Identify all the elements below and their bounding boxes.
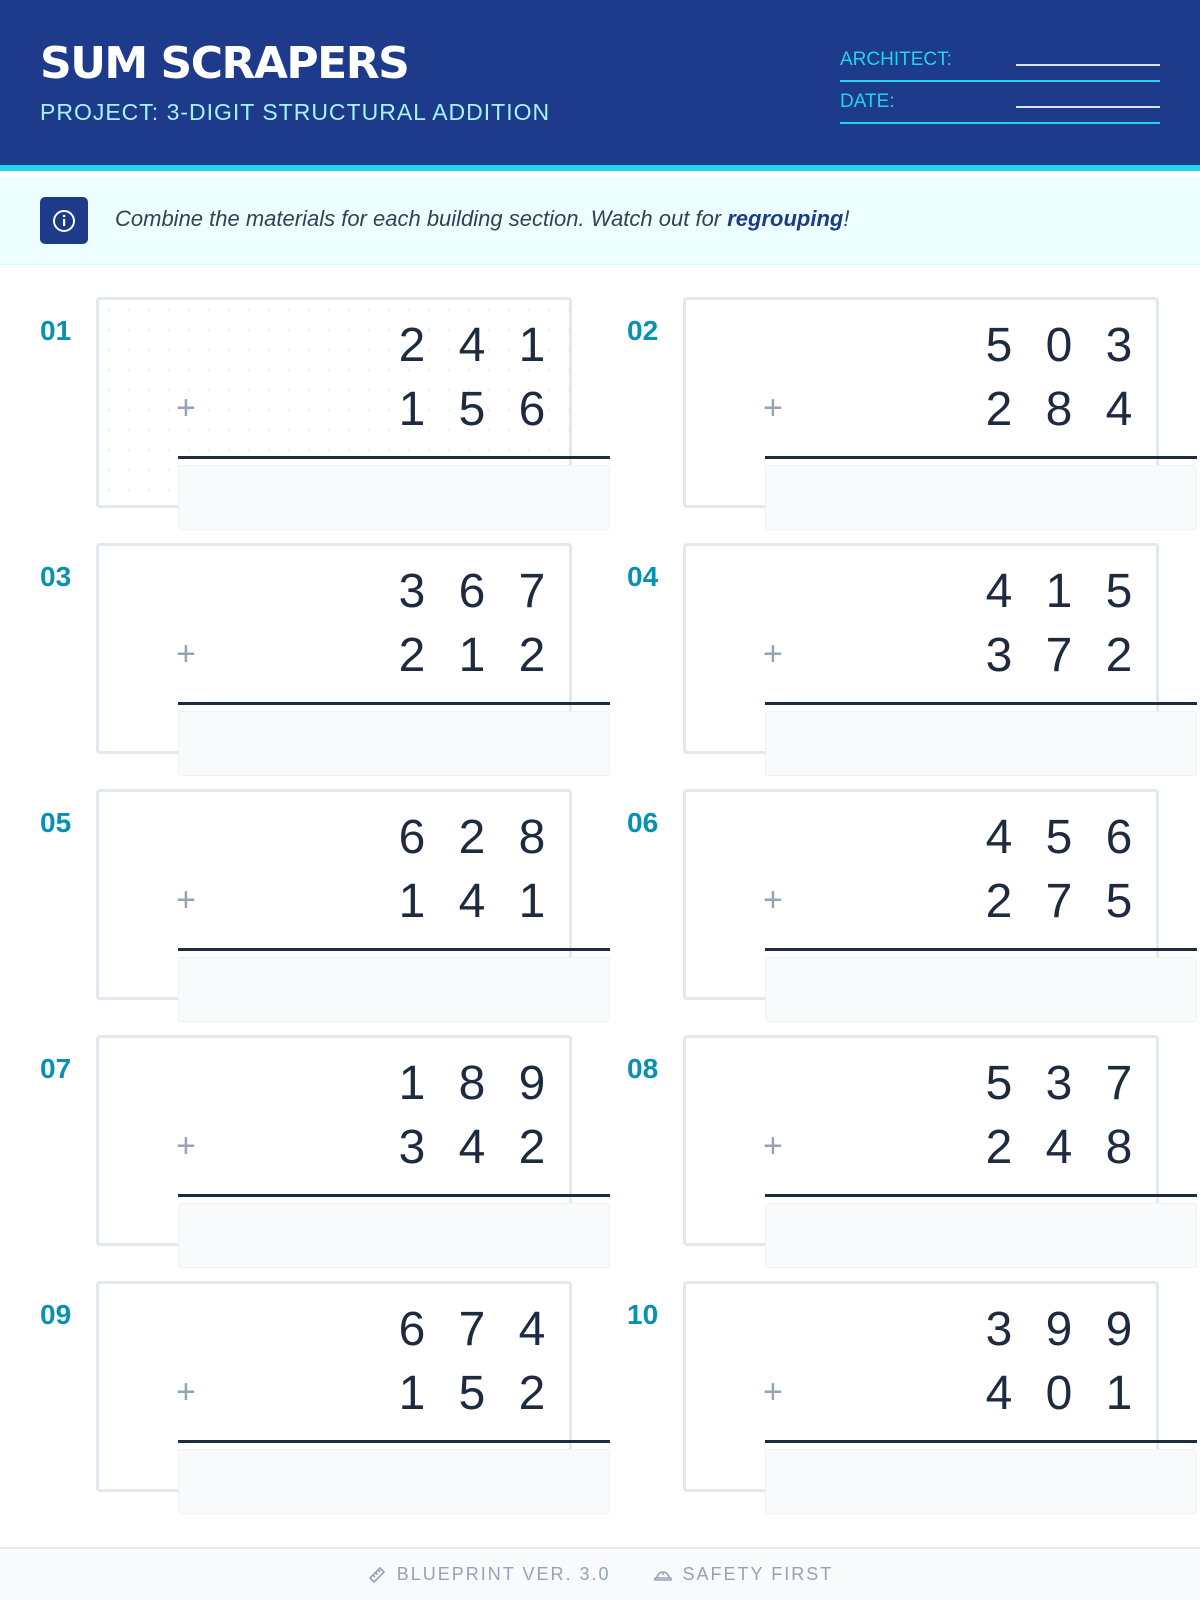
digit: 7 [518, 565, 546, 618]
problem-10 [627, 1239, 1187, 1479]
digit: 6 [398, 811, 426, 864]
problem-number: 07 [40, 1053, 72, 1084]
digit: 4 [518, 1303, 546, 1356]
problem-card [96, 789, 572, 1000]
page-subtitle: PROJECT: 3-DIGIT STRUCTURAL ADDITION [40, 99, 551, 125]
digit: 4 [985, 565, 1013, 618]
digit: 1 [398, 875, 426, 928]
addend-bottom [984, 629, 1134, 682]
addend-bottom [397, 1121, 547, 1174]
plus-sign: + [176, 1373, 196, 1411]
digit: 4 [1105, 383, 1133, 436]
problem-number: 02 [627, 315, 659, 346]
plus-sign: + [763, 881, 783, 919]
digit: 1 [398, 383, 426, 436]
digit: 2 [398, 319, 426, 372]
digit: 5 [1045, 811, 1073, 864]
plus-sign: + [763, 1127, 783, 1165]
digit: 5 [985, 319, 1013, 372]
digit: 1 [398, 1057, 426, 1110]
digit: 3 [985, 1303, 1013, 1356]
answer-box[interactable] [178, 1449, 610, 1514]
problem-card [683, 543, 1159, 754]
addend-top [984, 565, 1134, 618]
sum-line [765, 1194, 1197, 1197]
addend-top [397, 1057, 547, 1110]
digit: 5 [458, 383, 486, 436]
digit: 4 [985, 811, 1013, 864]
problem-card [683, 1035, 1159, 1246]
problem-number: 01 [40, 315, 72, 346]
page-header [0, 0, 1200, 171]
digit: 1 [1105, 1367, 1133, 1420]
digit: 0 [1045, 1367, 1073, 1420]
instructions-bar [0, 177, 1200, 265]
problem-08 [627, 993, 1187, 1233]
architect-label: ARCHITECT: [840, 49, 952, 70]
plus-sign: + [763, 635, 783, 673]
problem-04 [627, 501, 1187, 741]
digit: 1 [458, 629, 486, 682]
problem-number: 09 [40, 1299, 72, 1330]
footer-blueprint-label: BLUEPRINT VER. 3.0 [396, 1564, 611, 1584]
instructions-text: Combine the materials for each building section. Watch out for regrouping! [115, 206, 850, 231]
addend-top [984, 1303, 1134, 1356]
digit: 1 [518, 875, 546, 928]
addend-top [397, 565, 547, 618]
digit: 3 [985, 629, 1013, 682]
addend-top [984, 1057, 1134, 1110]
digit: 5 [1105, 875, 1133, 928]
problem-card [683, 789, 1159, 1000]
sum-line [765, 1440, 1197, 1443]
addend-top [397, 1303, 547, 1356]
problem-card [683, 297, 1159, 508]
problem-number: 04 [627, 561, 659, 592]
digit: 9 [1105, 1303, 1133, 1356]
problem-number: 06 [627, 807, 659, 838]
digit: 4 [458, 1121, 486, 1174]
addend-bottom [984, 383, 1134, 436]
date-field[interactable] [840, 84, 1160, 124]
addend-bottom [984, 1367, 1134, 1420]
problem-card [96, 297, 572, 508]
problem-card [96, 1281, 572, 1492]
digit: 8 [1105, 1121, 1133, 1174]
addend-bottom [984, 1121, 1134, 1174]
digit: 5 [985, 1057, 1013, 1110]
problem-card [683, 1281, 1159, 1492]
digit: 4 [458, 319, 486, 372]
addend-top [984, 811, 1134, 864]
addend-top [397, 811, 547, 864]
info-icon [40, 197, 88, 244]
digit: 1 [398, 1367, 426, 1420]
problem-06 [627, 747, 1187, 987]
digit: 2 [985, 875, 1013, 928]
footer-safety-label: SAFETY FIRST [682, 1564, 834, 1584]
digit: 1 [1045, 565, 1073, 618]
architect-blank-line [1016, 64, 1160, 66]
digit: 5 [1105, 565, 1133, 618]
digit: 0 [1045, 319, 1073, 372]
pencil-ruler-icon [367, 1565, 387, 1585]
problem-05 [40, 747, 600, 987]
page-footer [0, 1547, 1200, 1600]
plus-sign: + [763, 389, 783, 427]
sum-line [178, 1440, 610, 1443]
problem-03 [40, 501, 600, 741]
digit: 8 [518, 811, 546, 864]
problem-number: 08 [627, 1053, 659, 1084]
plus-sign: + [176, 881, 196, 919]
digit: 3 [1105, 319, 1133, 372]
digit: 9 [1045, 1303, 1073, 1356]
digit: 6 [458, 565, 486, 618]
addend-bottom [397, 383, 547, 436]
addend-top [984, 319, 1134, 372]
digit: 7 [1045, 875, 1073, 928]
plus-sign: + [176, 635, 196, 673]
digit: 6 [1105, 811, 1133, 864]
sum-line [765, 456, 1197, 459]
sum-line [765, 948, 1197, 951]
sum-line [178, 1194, 610, 1197]
digit: 7 [1045, 629, 1073, 682]
digit: 7 [1105, 1057, 1133, 1110]
problem-07 [40, 993, 600, 1233]
problem-01 [40, 255, 600, 495]
digit: 5 [458, 1367, 486, 1420]
addend-bottom [984, 875, 1134, 928]
problem-card [96, 543, 572, 754]
digit: 2 [985, 383, 1013, 436]
digit: 2 [518, 1121, 546, 1174]
plus-sign: + [176, 389, 196, 427]
instructions-emphasis: regrouping [727, 206, 844, 231]
plus-sign: + [176, 1127, 196, 1165]
architect-field[interactable] [840, 42, 1160, 82]
digit: 6 [518, 383, 546, 436]
problem-number: 03 [40, 561, 72, 592]
sum-line [178, 456, 610, 459]
digit: 4 [458, 875, 486, 928]
digit: 8 [458, 1057, 486, 1110]
problem-09 [40, 1239, 600, 1479]
sum-line [765, 702, 1197, 705]
digit: 3 [398, 1121, 426, 1174]
digit: 3 [398, 565, 426, 618]
digit: 2 [1105, 629, 1133, 682]
digit: 9 [518, 1057, 546, 1110]
digit: 8 [1045, 383, 1073, 436]
addend-bottom [397, 875, 547, 928]
digit: 2 [518, 1367, 546, 1420]
addend-top [397, 319, 547, 372]
page-title: SUM SCRAPERS [40, 38, 409, 89]
date-label: DATE: [840, 91, 895, 112]
problem-number: 10 [627, 1299, 659, 1330]
digit: 2 [398, 629, 426, 682]
problem-card [96, 1035, 572, 1246]
footer-item-blueprint [367, 1564, 611, 1585]
digit: 2 [458, 811, 486, 864]
date-blank-line [1016, 106, 1160, 108]
digit: 1 [518, 319, 546, 372]
digit: 7 [458, 1303, 486, 1356]
addend-bottom [397, 629, 547, 682]
digit: 4 [985, 1367, 1013, 1420]
sum-line [178, 948, 610, 951]
footer-item-safety [653, 1564, 834, 1585]
digit: 2 [985, 1121, 1013, 1174]
addend-bottom [397, 1367, 547, 1420]
sum-line [178, 702, 610, 705]
digit: 6 [398, 1303, 426, 1356]
problem-number: 05 [40, 807, 72, 838]
plus-sign: + [763, 1373, 783, 1411]
digit: 3 [1045, 1057, 1073, 1110]
digit: 4 [1045, 1121, 1073, 1174]
answer-box[interactable] [765, 1449, 1197, 1514]
hard-hat-icon [653, 1565, 673, 1585]
digit: 2 [518, 629, 546, 682]
problem-02 [627, 255, 1187, 495]
